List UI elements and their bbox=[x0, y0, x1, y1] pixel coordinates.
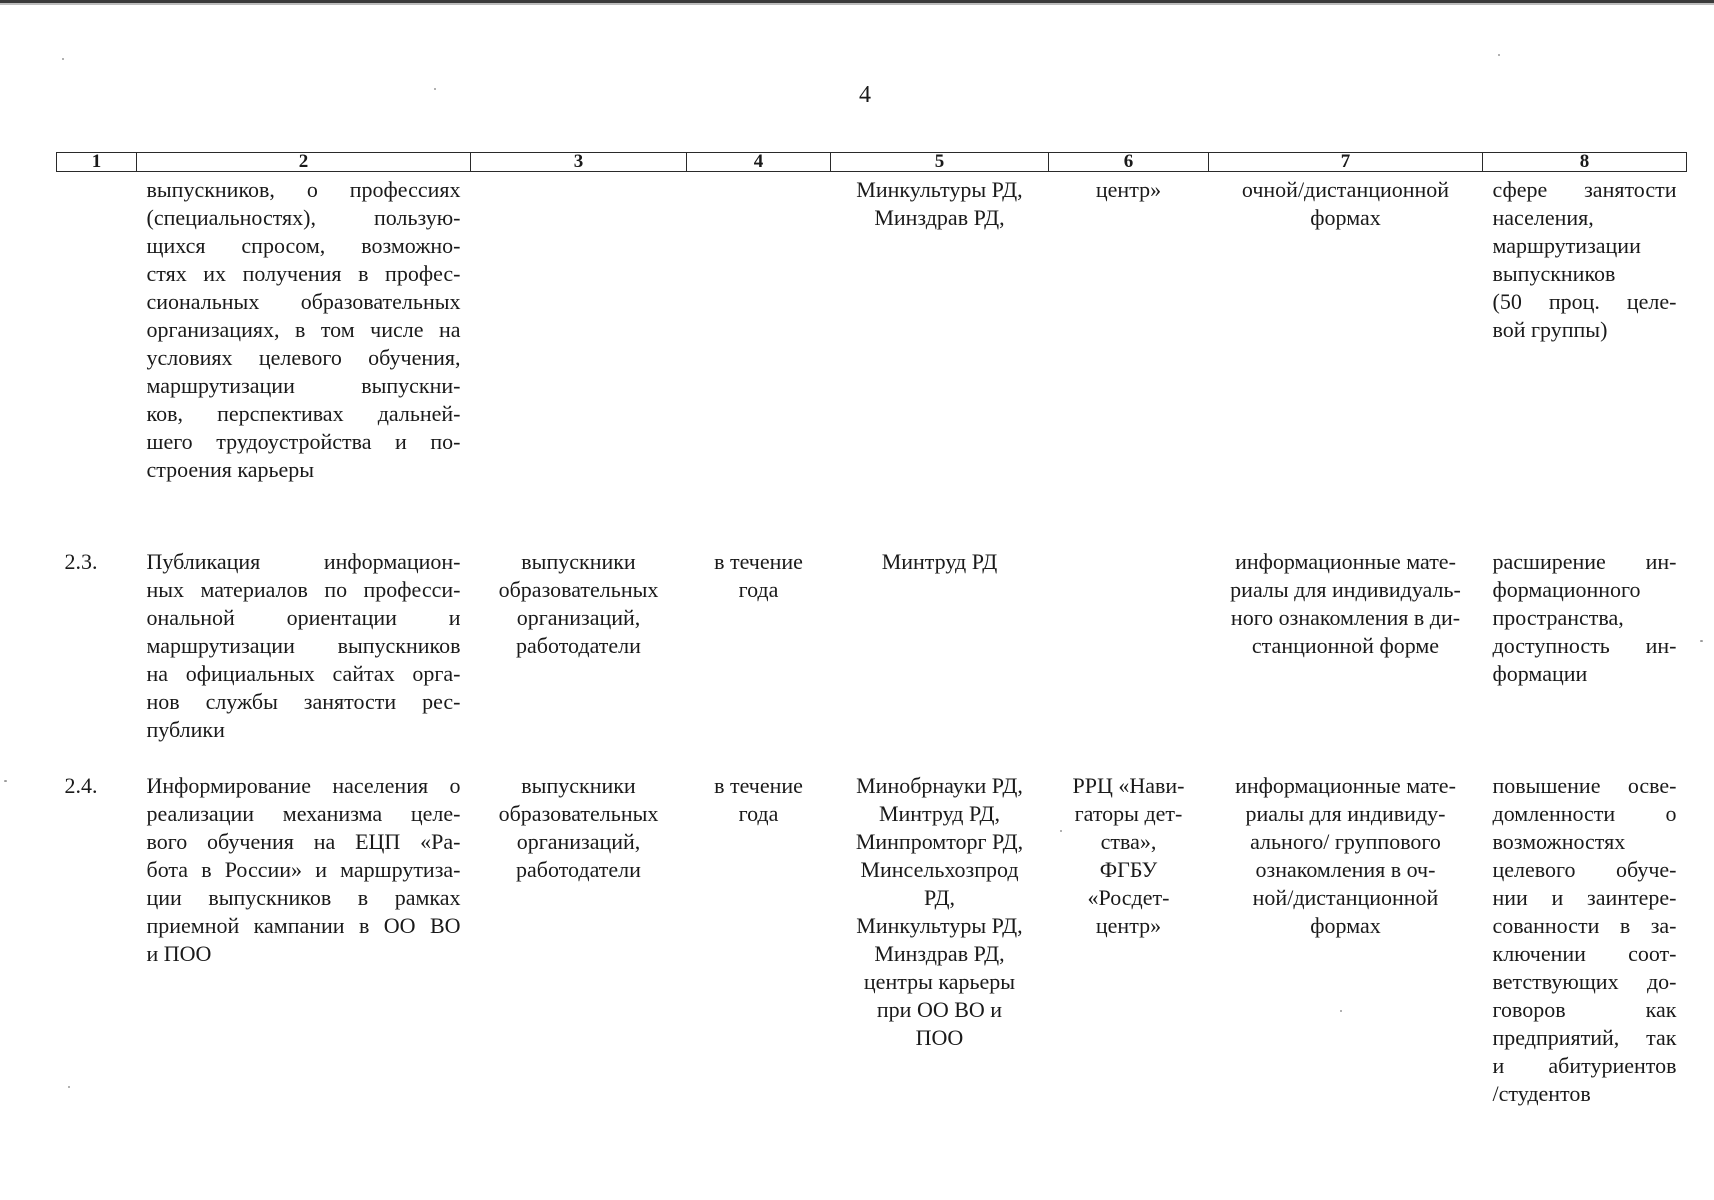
cell-line: РРЦ «Нави- bbox=[1072, 773, 1185, 798]
cell-responsible bbox=[831, 172, 1049, 535]
cell-line: домленности о bbox=[1492, 801, 1677, 826]
cell-result bbox=[1483, 172, 1687, 535]
cell-line: выпускников, о профессиях bbox=[146, 177, 461, 202]
cell-coexecutors bbox=[1049, 754, 1209, 1108]
cell-period bbox=[687, 534, 831, 754]
page-top-edge-shadow bbox=[0, 3, 1714, 5]
cell-line: (50 проц. целе- bbox=[1492, 289, 1677, 314]
cell-line: Минтруд РД bbox=[881, 549, 998, 574]
cell-line: Минпромторг РД, bbox=[855, 829, 1024, 854]
scan-speck bbox=[4, 780, 7, 782]
cell-line: и абитуриентов bbox=[1492, 1053, 1677, 1078]
cell-line: строения карьеры bbox=[146, 457, 315, 482]
cell-number: 2.3. bbox=[64, 549, 98, 574]
cell-line: ональной ориентации и bbox=[146, 605, 461, 630]
cell-line: ПОО bbox=[915, 1025, 964, 1050]
column-header-6: 6 bbox=[1049, 153, 1209, 172]
cell-line: населения, bbox=[1492, 205, 1594, 230]
cell-line: предприятий, так bbox=[1492, 1025, 1677, 1050]
cell-line: выпускники bbox=[521, 549, 636, 574]
cell-line: риалы для индивиду- bbox=[1245, 801, 1446, 826]
cell-responsible bbox=[831, 534, 1049, 754]
cell-line: Минсельхозпрод bbox=[860, 857, 1019, 882]
cell-number: 2.4. bbox=[64, 773, 98, 798]
cell-line: возможностях bbox=[1492, 829, 1626, 854]
cell-line: ных материалов по професси- bbox=[146, 577, 461, 602]
cell-line: формации bbox=[1492, 661, 1588, 686]
cell-line: информационные мате- bbox=[1235, 549, 1456, 574]
table-row bbox=[57, 754, 1687, 1108]
cell-line: работодатели bbox=[516, 633, 641, 658]
cell-line: очной/дистанционной bbox=[1241, 177, 1450, 202]
cell-line: вого обучения на ЕЦП «Ра- bbox=[146, 829, 461, 854]
cell-line: образовательных bbox=[498, 577, 659, 602]
cell-result bbox=[1483, 754, 1687, 1108]
column-header-5: 5 bbox=[831, 153, 1049, 172]
cell-line: вой группы) bbox=[1492, 317, 1608, 342]
cell-line: маршрутизации выпускников bbox=[146, 633, 461, 658]
cell-line: ального/ группового bbox=[1250, 829, 1441, 854]
scan-speck bbox=[1700, 640, 1703, 642]
column-header-3: 3 bbox=[471, 153, 687, 172]
cell-line: РД, bbox=[923, 885, 956, 910]
column-header-2: 2 bbox=[137, 153, 471, 172]
cell-line: выпускники bbox=[521, 773, 636, 798]
cell-description bbox=[137, 754, 471, 1108]
cell-line: ветствующих до- bbox=[1492, 969, 1677, 994]
cell-line: ков, перспективах дальней- bbox=[146, 401, 461, 426]
cell-line: маршрутизации bbox=[1492, 233, 1641, 258]
table-body bbox=[57, 172, 1687, 1109]
cell-line: работодатели bbox=[516, 857, 641, 882]
cell-description bbox=[137, 172, 471, 535]
cell-line: центр» bbox=[1095, 177, 1162, 202]
cell-line: ного ознакомления в ди- bbox=[1230, 605, 1461, 630]
cell-line: ства», bbox=[1100, 829, 1157, 854]
cell-line: нов службы занятости рес- bbox=[146, 689, 461, 714]
cell-line: ФГБУ bbox=[1099, 857, 1158, 882]
cell-result bbox=[1483, 534, 1687, 754]
cell-participants bbox=[471, 534, 687, 754]
cell-line: (специальностях), пользую- bbox=[146, 205, 461, 230]
cell-line: маршрутизации выпускни- bbox=[146, 373, 461, 398]
cell-line: пространства, bbox=[1492, 605, 1624, 630]
cell-description bbox=[137, 534, 471, 754]
cell-line: ознакомления в оч- bbox=[1255, 857, 1436, 882]
column-header-7: 7 bbox=[1209, 153, 1483, 172]
cell-coexecutors bbox=[1049, 534, 1209, 754]
page-number: 4 bbox=[859, 82, 871, 108]
cell-number bbox=[57, 172, 137, 535]
cell-line: станционной форме bbox=[1251, 633, 1440, 658]
cell-form bbox=[1209, 172, 1483, 535]
cell-line: Минобрнауки РД, bbox=[856, 773, 1023, 798]
column-header-1: 1 bbox=[57, 153, 137, 172]
table-row bbox=[57, 534, 1687, 754]
cell-line: публики bbox=[146, 717, 225, 742]
cell-line: ключении соот- bbox=[1492, 941, 1677, 966]
cell-line: /студентов bbox=[1492, 1081, 1591, 1106]
cell-line: в течение bbox=[714, 549, 803, 574]
scan-speck bbox=[434, 88, 436, 90]
cell-line: целевого обуче- bbox=[1492, 857, 1677, 882]
cell-line: сиональных образовательных bbox=[146, 289, 461, 314]
cell-line: на официальных сайтах орга- bbox=[146, 661, 461, 686]
cell-line: и ПОО bbox=[146, 941, 212, 966]
cell-line: организациях, в том числе на bbox=[146, 317, 461, 342]
table-header-row bbox=[57, 153, 1687, 172]
cell-line: при ОО ВО и bbox=[876, 997, 1003, 1022]
cell-line: сованности в за- bbox=[1492, 913, 1677, 938]
cell-line: Минкультуры РД, bbox=[856, 913, 1023, 938]
cell-line: в течение bbox=[714, 773, 803, 798]
cell-line: Минздрав РД, bbox=[874, 205, 1005, 230]
cell-line: организаций, bbox=[516, 605, 641, 630]
cell-line: центр» bbox=[1095, 913, 1162, 938]
cell-responsible bbox=[831, 754, 1049, 1108]
scan-speck bbox=[1498, 54, 1500, 56]
cell-period bbox=[687, 172, 831, 535]
scan-speck bbox=[62, 58, 64, 60]
cell-line: Минтруд РД, bbox=[878, 801, 1001, 826]
cell-line: «Росдет- bbox=[1087, 885, 1170, 910]
cell-line: Минкультуры РД, bbox=[856, 177, 1023, 202]
table-row bbox=[57, 172, 1687, 535]
cell-line: говоров как bbox=[1492, 997, 1677, 1022]
column-header-8: 8 bbox=[1483, 153, 1687, 172]
cell-form bbox=[1209, 754, 1483, 1108]
cell-line: расширение ин- bbox=[1492, 549, 1677, 574]
cell-line: организаций, bbox=[516, 829, 641, 854]
column-header-4: 4 bbox=[687, 153, 831, 172]
cell-line: образовательных bbox=[498, 801, 659, 826]
cell-line: приемной кампании в ОО ВО bbox=[146, 913, 461, 938]
cell-line: нии и заинтере- bbox=[1492, 885, 1677, 910]
cell-line: центры карьеры bbox=[863, 969, 1016, 994]
cell-line: выпускников bbox=[1492, 261, 1616, 286]
cell-line: формах bbox=[1310, 205, 1381, 230]
cell-line: щихся спросом, возможно- bbox=[146, 233, 461, 258]
cell-line: шего трудоустройства и по- bbox=[146, 429, 461, 454]
cell-line: риалы для индивидуаль- bbox=[1230, 577, 1461, 602]
cell-participants bbox=[471, 754, 687, 1108]
cell-line: условиях целевого обучения, bbox=[146, 345, 461, 370]
cell-coexecutors bbox=[1049, 172, 1209, 535]
cell-participants bbox=[471, 172, 687, 535]
cell-line: стях их получения в профес- bbox=[146, 261, 461, 286]
cell-line: реализации механизма целе- bbox=[146, 801, 461, 826]
cell-line: информационные мате- bbox=[1235, 773, 1456, 798]
cell-line: года bbox=[738, 577, 779, 602]
cell-line: Информирование населения о bbox=[146, 773, 461, 798]
cell-line: формационного bbox=[1492, 577, 1641, 602]
cell-period bbox=[687, 754, 831, 1108]
cell-line: Минздрав РД, bbox=[874, 941, 1005, 966]
cell-line: ной/дистанционной bbox=[1252, 885, 1439, 910]
plan-table bbox=[56, 152, 1687, 1108]
cell-line: года bbox=[738, 801, 779, 826]
cell-line: доступность ин- bbox=[1492, 633, 1677, 658]
cell-line: ции выпускников в рамках bbox=[146, 885, 461, 910]
cell-form bbox=[1209, 534, 1483, 754]
cell-line: гаторы дет- bbox=[1074, 801, 1183, 826]
cell-line: бота в России» и маршрутиза- bbox=[146, 857, 461, 882]
cell-line: сфере занятости bbox=[1492, 177, 1677, 202]
cell-line: формах bbox=[1310, 913, 1381, 938]
cell-line: Публикация информацион- bbox=[146, 549, 461, 574]
cell-line: повышение осве- bbox=[1492, 773, 1677, 798]
